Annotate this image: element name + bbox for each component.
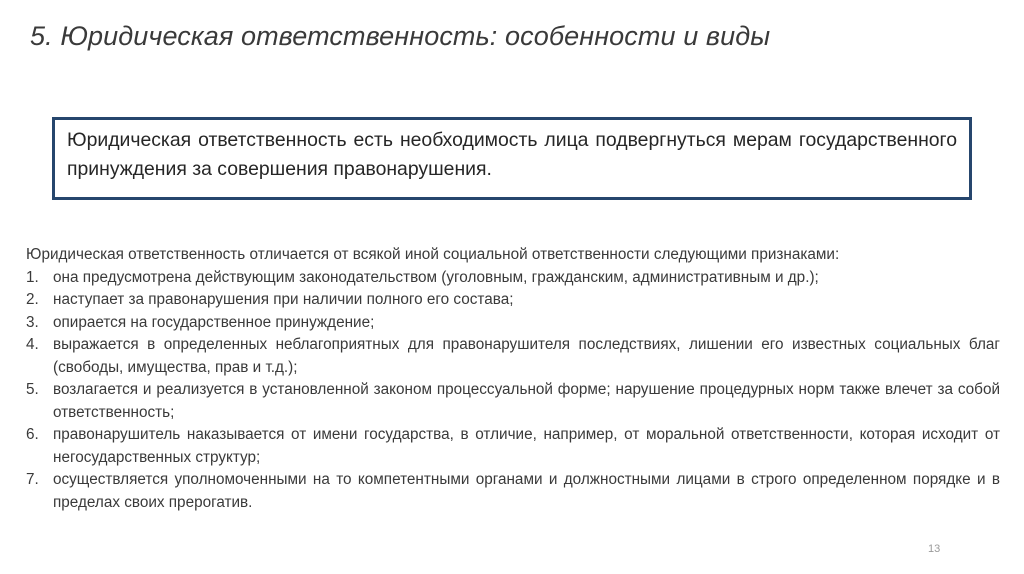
feature-number: 1. (26, 268, 39, 286)
feature-number: 2. (26, 291, 39, 308)
feature-item-1 (26, 267, 1000, 290)
page-number: 13 (928, 543, 941, 555)
definition-text: Юридическая ответственность есть необходимость лица подвергнуться мерам государственного принуждения за совершения правонарушения. (67, 129, 957, 180)
definition-box (52, 117, 972, 200)
feature-item-5 (26, 379, 1000, 424)
features-list (26, 267, 1000, 515)
feature-number: 4. (26, 336, 39, 353)
feature-number: 7. (26, 471, 39, 488)
feature-item-7 (26, 469, 1000, 514)
feature-item-6 (26, 424, 1000, 469)
feature-text: осуществляется уполномоченными на то компетентными органами и должностными лицами в строго определенном порядке и в пределах своих прерогатив. (53, 471, 1000, 511)
feature-item-3 (26, 312, 1000, 335)
feature-number: 6. (26, 426, 39, 443)
feature-text: выражается в определенных неблагоприятных для правонарушителя последствиях, лишении его известных социальных благ (свободы, имущества, прав и т.д.); (53, 336, 1000, 376)
feature-text: наступает за правонарушения при наличии полного его состава; (53, 291, 514, 308)
feature-text: опирается на государственное принуждение; (53, 313, 375, 331)
slide-title: 5. Юридическая ответственность: особенности и виды (30, 21, 771, 51)
slide-content (26, 244, 1000, 514)
feature-number: 3. (26, 313, 39, 331)
feature-text: возлагается и реализуется в установленной законом процессуальной форме; нарушение процедурных норм также влечет за собой ответственность; (53, 381, 1000, 421)
feature-text: она предусмотрена действующим законодательством (уголовным, гражданским, административным и др.); (53, 268, 819, 286)
feature-text: правонарушитель наказывается от имени государства, в отличие, например, от моральной ответственности, которая исходит от негосударственных структур; (53, 426, 1000, 466)
feature-item-4 (26, 334, 1000, 379)
feature-number: 5. (26, 381, 39, 398)
feature-item-2 (26, 289, 1000, 312)
intro-text: Юридическая ответственность отличается от всякой иной социальной ответственности следующими признаками: (26, 246, 840, 263)
